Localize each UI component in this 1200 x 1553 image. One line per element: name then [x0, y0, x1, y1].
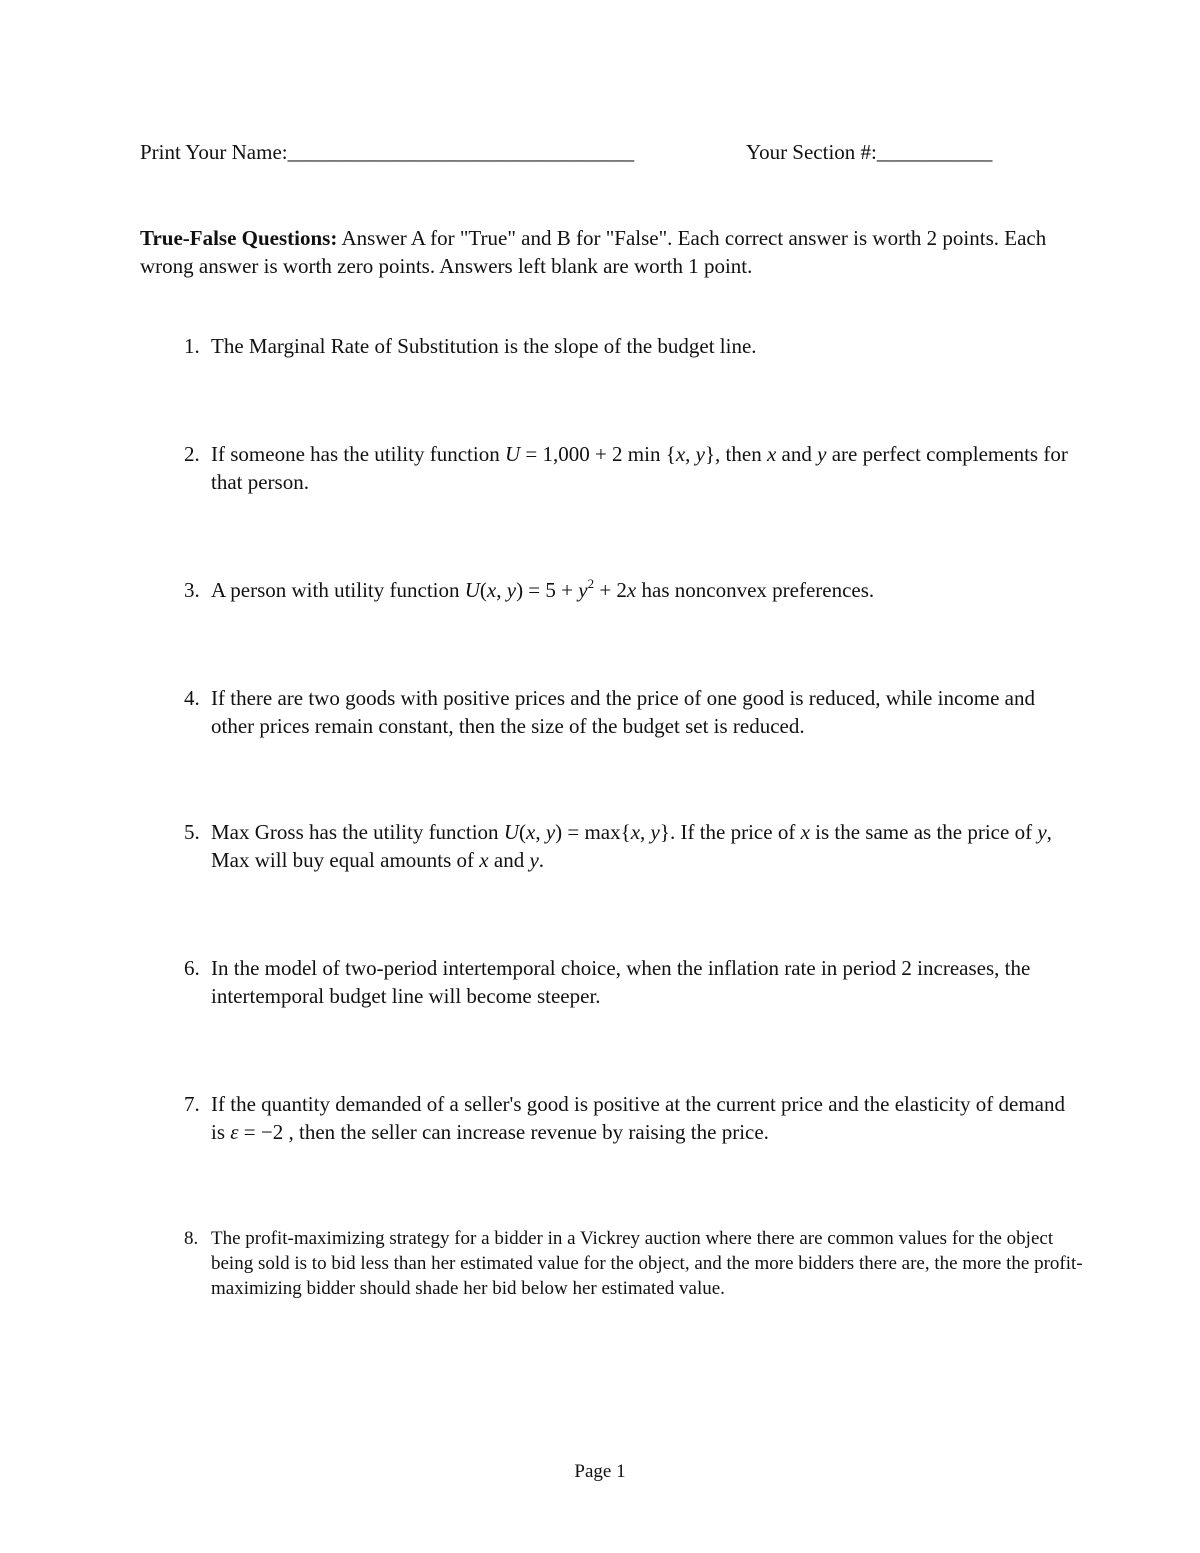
question-text: If someone has the utility function U = 1,000 + 2 min {x, y}, then x and y are perfect complements for that person. [211, 442, 1068, 494]
question-text: If the quantity demanded of a seller's good is positive at the current price and the elasticity of demand is ε = −2 , then the seller can increase revenue by raising the price. [211, 1092, 1066, 1144]
question-text: The Marginal Rate of Substitution is the slope of the budget line. [211, 334, 757, 358]
question-text: The profit-maximizing strategy for a bidder in a Vickrey auction where there are common values for the object being sold is to bid less than her estimated value for the object, and the more bidders there are, the more the profit-maximizing bidder should shade her bid below her estimated value. [211, 1228, 1083, 1299]
question-text: A person with utility function U(x, $y) = 5 + y^2 + 2x$ has nonconvex preferences. [211, 576, 875, 602]
instructions-heading: True-False Questions: [140, 226, 338, 250]
instructions-text: Answer A for "True" and B for "False". Each correct answer is worth 2 points. Each wrong answer is worth zero points. Answers left blank are worth 1 point. [140, 226, 1047, 278]
question-number: 6. [184, 956, 200, 980]
question-number: 8. [184, 1228, 199, 1249]
question-text: In the model of two-period intertemporal choice, when the inflation rate in period 2 increases, the intertemporal budget line will become steeper. [211, 956, 1031, 1008]
page-number: Page 1 [574, 1461, 626, 1482]
name-field-label: Print Your Name:_________________________________ [140, 140, 635, 164]
question-number: 1. [184, 334, 200, 358]
question-number: 7. [184, 1092, 200, 1116]
question-number: 2. [184, 442, 200, 466]
question-number: 4. [184, 686, 200, 710]
question-number: 3. [184, 578, 200, 602]
instructions [140, 224, 1070, 280]
question-text: If there are two goods with positive prices and the price of one good is reduced, while income and other prices remain constant, then the size of the budget set is reduced. [211, 686, 1035, 738]
question-number: 5. [184, 820, 200, 844]
section-field-label: Your Section #:___________ [746, 140, 993, 164]
question-text: Max Gross has the utility function U(x, y) = max{x, y}. If the price of x is the same as the price of y, Max will buy equal amounts of x and y. [211, 820, 1052, 872]
